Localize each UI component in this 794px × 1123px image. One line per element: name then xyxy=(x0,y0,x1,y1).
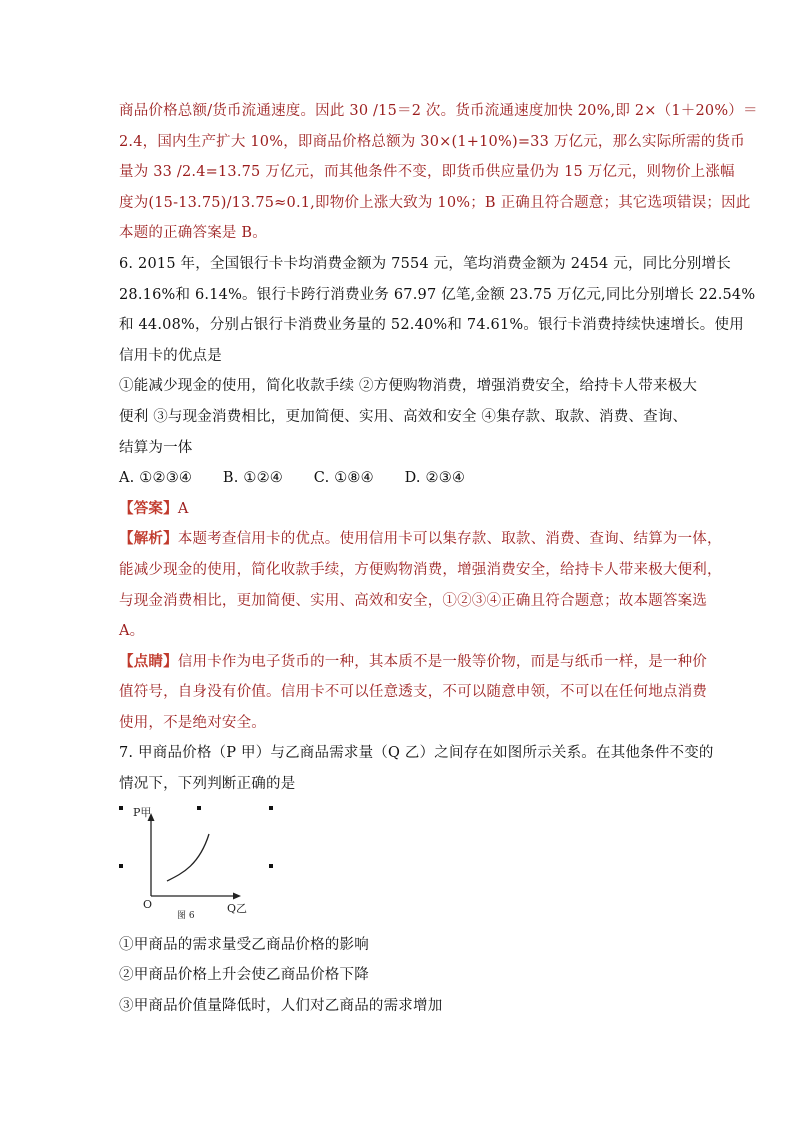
analysis-line: 能减少现金的使用，简化收款手续，方便购物消费，增强消费安全，给持卡人带来极大便利， xyxy=(119,561,722,578)
analysis-line: 与现金消费相比，更加简便、实用、高效和安全，①②③④正确且符合题意；故本题答案选 xyxy=(119,592,707,609)
x-axis-arrow xyxy=(233,892,241,899)
x-axis-label: Q乙 xyxy=(227,901,248,915)
analysis-tag: 【解析】 xyxy=(119,530,178,548)
resize-handle xyxy=(119,864,123,868)
answer-row xyxy=(119,494,689,525)
option-c: C. ①⑧④ xyxy=(313,470,374,487)
statement-line: 结算为一体 xyxy=(119,439,193,456)
statement-line: ②甲商品价格上升会使乙商品价格下降 xyxy=(119,967,369,984)
statement-line: ①能减少现金的使用，简化收款手续 ②方便购物消费，增强消费安全，给持卡人带来极大 xyxy=(119,378,698,395)
question-stem-line: 情况下，下列判断正确的是 xyxy=(119,776,296,793)
question-stem-line: 28.16%和 6.14%。银行卡跨行消费业务 67.97 亿笔,金额 23.75 万亿元,同比分别增长 22.54% xyxy=(119,286,756,303)
question-stem-line: 和 44.08%，分别占银行卡消费业务量的 52.40%和 74.61%。银行卡消费持续快速增长。使用 xyxy=(119,317,744,334)
question-stem-line: 信用卡的优点是 xyxy=(119,347,222,364)
demand-curve xyxy=(167,834,209,881)
note-block xyxy=(119,647,708,739)
statement-line: ①甲商品的需求量受乙商品价格的影响 xyxy=(119,936,369,953)
analysis-line: 本题的正确答案是 B。 xyxy=(119,225,267,242)
figure-caption: 图 6 xyxy=(177,910,195,921)
analysis-line: 2.4，国内生产扩大 10%，即商品价格总额为 30×(1+10%)=33 万亿元，那么实际所需的货币 xyxy=(119,133,745,150)
answer-options xyxy=(119,463,689,494)
y-axis-label: P甲 xyxy=(133,805,152,819)
question-7 xyxy=(119,738,714,1021)
analysis-line: A。 xyxy=(119,623,145,640)
previous-analysis-continuation xyxy=(119,96,758,249)
resize-handle xyxy=(269,806,273,810)
question-6 xyxy=(119,249,756,739)
document-page xyxy=(119,96,758,1021)
statement-line: 便利 ③与现金消费相比，更加简便、实用、高效和安全 ④集存款、取款、消费、查询、 xyxy=(119,408,688,425)
analysis-line-first xyxy=(119,524,722,555)
note-text: 信用卡作为电子货币的一种，其本质不是一般等价物，而是与纸币一样，是一种价 xyxy=(177,653,708,670)
answer-tag: 【答案】 xyxy=(119,499,178,517)
note-line: 使用，不是绝对安全。 xyxy=(119,714,266,731)
analysis-text: 本题考查信用卡的优点。使用信用卡可以集存款、取款、消费、查询、结算为一体， xyxy=(177,531,722,548)
origin-label: O xyxy=(143,897,153,911)
option-a: A. ①②③④ xyxy=(119,470,193,487)
analysis-block xyxy=(119,524,722,646)
option-b: B. ①②④ xyxy=(222,470,283,487)
note-line-first xyxy=(119,647,708,678)
analysis-line: 商品价格总额/货币流通速度。因此 30 /15＝2 次。货币流通速度加快 20%,即 2×（1＋20%）＝ xyxy=(119,103,758,119)
option-d: D. ②③④ xyxy=(404,470,466,487)
question-stem-line: 6. 2015 年，全国银行卡卡均消费金额为 7554 元，笔均消费金额为 2454 元，同比分别增长 xyxy=(119,255,731,272)
question-stem-line: 7. 甲商品价格（P 甲）与乙商品需求量（Q 乙）之间存在如图所示关系。在其他条件不变的 xyxy=(119,745,714,762)
statement-line: ③甲商品价值量降低时，人们对乙商品的需求增加 xyxy=(119,997,443,1014)
analysis-line: 量为 33 /2.4=13.75 万亿元，而其他条件不变，即货币供应量仍为 15 万亿元，则物价上涨幅 xyxy=(119,164,735,181)
resize-handle xyxy=(269,864,273,868)
resize-handle xyxy=(119,806,123,810)
note-line: 值符号，自身没有价值。信用卡不可以任意透支，不可以随意申领，不可以在任何地点消费 xyxy=(119,684,707,701)
note-tag: 【点睛】 xyxy=(119,652,178,670)
price-demand-figure xyxy=(119,804,279,924)
analysis-line: 度为(15-13.75)/13.75≈0.1,即物价上涨大致为 10%；B 正确且符合题意；其它选项错误；因此 xyxy=(119,194,751,211)
resize-handle xyxy=(197,806,201,810)
answer-value: A xyxy=(177,500,189,517)
